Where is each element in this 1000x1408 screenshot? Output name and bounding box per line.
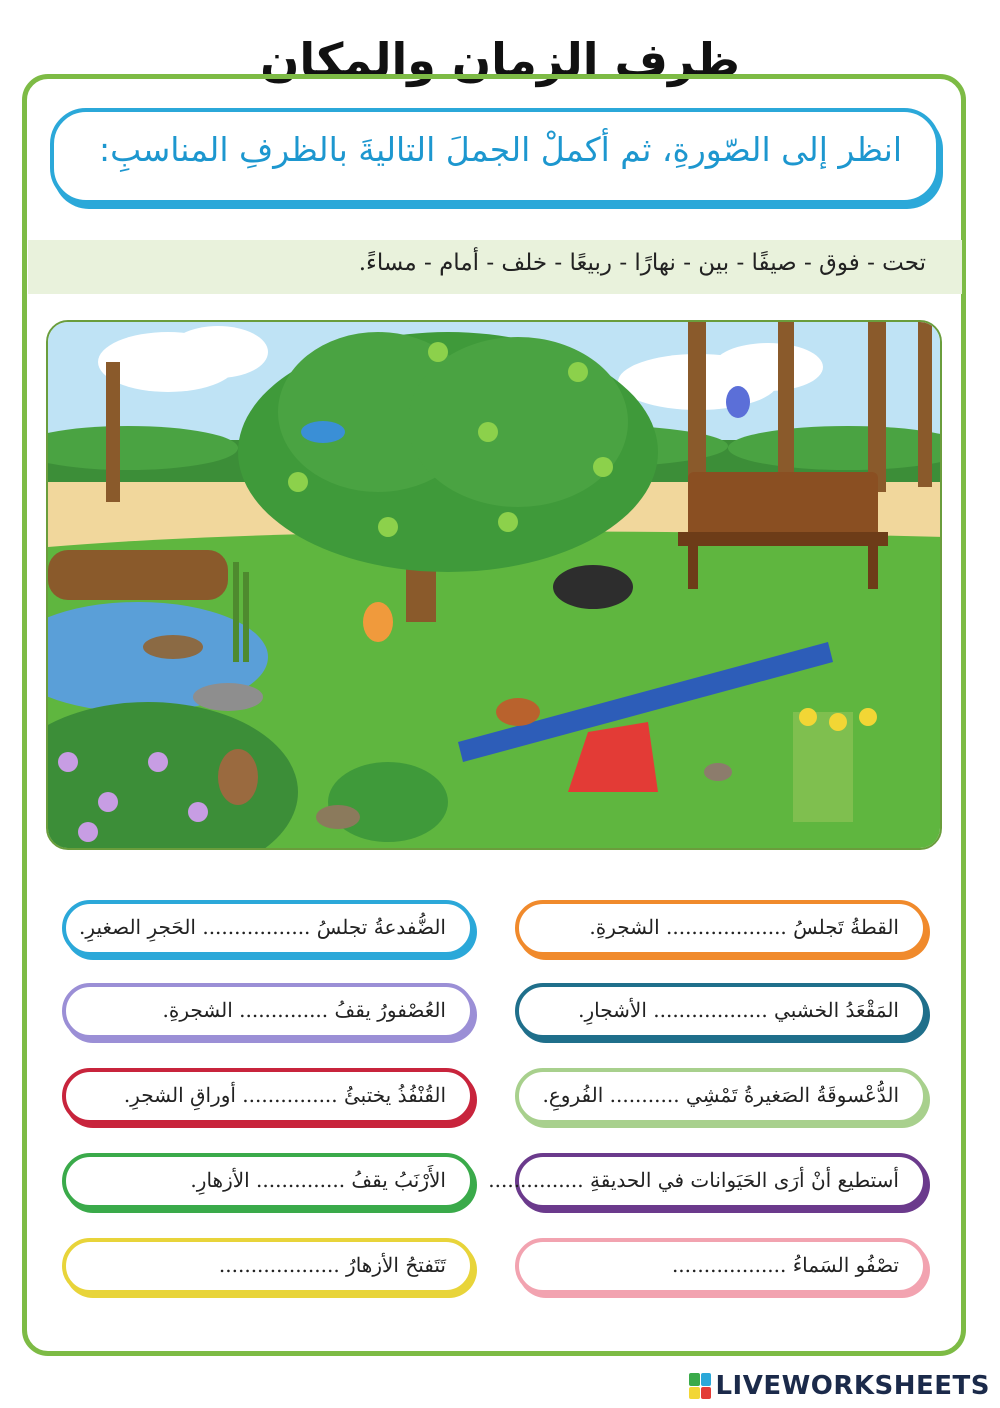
instruction-text: انظر إلى الصّورةِ، ثم أكملْ الجملَ التاليةَ بالظرفِ المناسبِ: <box>99 130 902 169</box>
page-title: ظرف الزمان والمكان <box>0 28 1000 92</box>
sentence-text: المَقْعَدُ الخشبي .................. الأشجارِ. <box>578 998 899 1022</box>
sentence-box-2[interactable] <box>62 900 474 956</box>
sentence-box-8[interactable] <box>62 1153 474 1209</box>
sentence-text: القُنْفُذُ يختبئُ ............... أوراقِ الشجرِ. <box>123 1083 446 1107</box>
instruction-box <box>50 108 940 204</box>
liveworksheets-logo[interactable] <box>689 1368 990 1404</box>
park-illustration <box>48 322 942 850</box>
sentence-text: الضُّفدعةُ تجلسُ ................. الحَجرِ الصغيرِ. <box>79 915 446 939</box>
sentence-box-9[interactable] <box>515 1238 927 1294</box>
park-scene-image <box>46 320 942 850</box>
sentence-box-5[interactable] <box>515 1068 927 1124</box>
logo-text: LIVEWORKSHEETS <box>715 1371 990 1401</box>
sentence-box-3[interactable] <box>515 983 927 1039</box>
sentence-box-7[interactable] <box>488 1153 927 1209</box>
logo-icon <box>689 1373 711 1399</box>
sentence-text: الدُّعْسوقَةُ الصَغيرةُ تَمْشِي ........... الفُروعِ. <box>542 1083 899 1107</box>
word-bank <box>28 240 962 294</box>
sentence-text: أستطيع أنْ أرَى الحَيَوانات في الحديقةِ ............... <box>488 1168 899 1192</box>
sentence-box-4[interactable] <box>62 983 474 1039</box>
sentence-text: تَتَفتحُ الأزهارُ ................... <box>218 1253 446 1277</box>
word-bank-text: تحت - فوق - صيفًا - بين - نهارًا - ربيعًا - خلف - أمام - مساءً. <box>358 250 926 276</box>
sentence-box-10[interactable] <box>62 1238 474 1294</box>
sentence-text: القطةُ تَجلسُ ................... الشجرةِ. <box>589 915 899 939</box>
sentence-text: الأَرْنَبُ يقفُ .............. الأزهارِ. <box>190 1168 446 1192</box>
sentence-text: تصْفُو السَماءُ .................. <box>671 1253 899 1277</box>
sentence-box-1[interactable] <box>515 900 927 956</box>
sentence-box-6[interactable] <box>62 1068 474 1124</box>
sentence-text: العُصْفورُ يقفُ .............. الشجرةِ. <box>162 998 446 1022</box>
